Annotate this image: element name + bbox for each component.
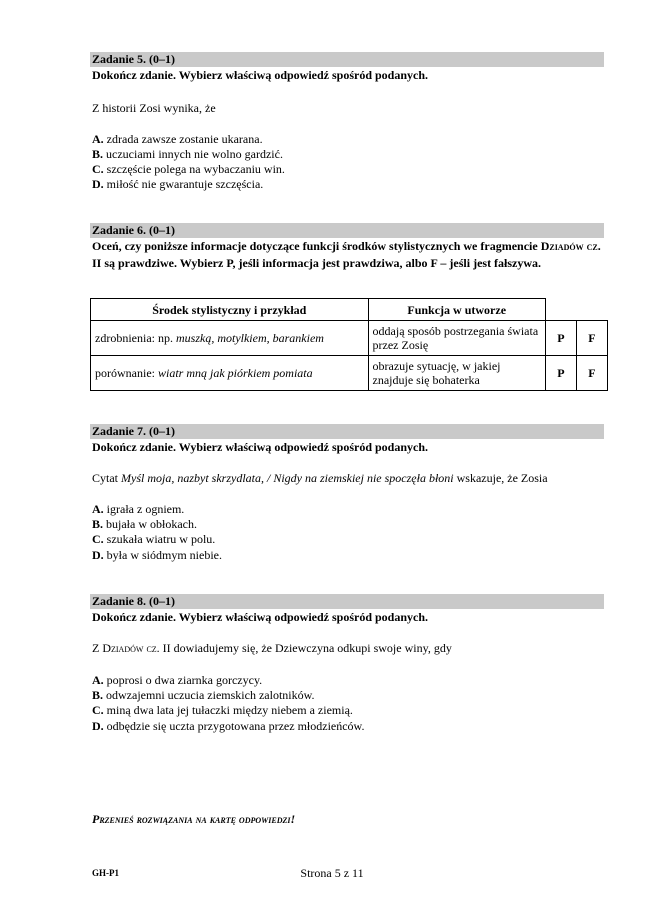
task8-instruction: Dokończ zdanie. Wybierz właściwą odpowiedź spośród podanych.: [92, 610, 429, 624]
task8-header: Zadanie 8. (0–1): [90, 594, 604, 609]
exam-code: GH-P1: [92, 868, 119, 878]
task5-option-c: C. szczęście polega na wybaczaniu win.: [92, 162, 285, 176]
table-cell-device: zdrobnienia: np. muszką, motylkiem, barankiem: [91, 321, 369, 356]
table-header-device: Środek stylistyczny i przykład: [91, 299, 369, 321]
table-row: [91, 356, 608, 391]
task8-option-a: A. poprosi o dwa ziarnka gorczycy.: [92, 673, 263, 687]
task5-question: Z historii Zosi wynika, że: [92, 101, 216, 115]
table-row: [91, 321, 608, 356]
task7-instruction: Dokończ zdanie. Wybierz właściwą odpowiedź spośród podanych.: [92, 440, 429, 454]
task8-question: Z Dziadów cz. II dowiadujemy się, że Dziewczyna odkupi swoje winy, gdy: [92, 641, 452, 655]
task7-option-d: D. była w siódmym niebie.: [92, 548, 222, 562]
task7-option-b: B. bujała w obłokach.: [92, 517, 197, 531]
table-cell-function: oddają sposób postrzegania świata przez Zosię: [368, 321, 545, 356]
task8-option-c: C. miną dwa lata jej tułaczki między niebem a ziemią.: [92, 703, 353, 717]
task5-option-b: B. uczuciami innych nie wolno gardzić.: [92, 147, 283, 161]
table-cell-function: obrazuje sytuację, w jakiej znajduje się bohaterka: [368, 356, 545, 391]
task7-header: Zadanie 7. (0–1): [90, 424, 604, 439]
task8-option-b: B. odwzajemni uczucia ziemskich zalotników.: [92, 688, 315, 702]
task6-instruction: Oceń, czy poniższe informacje dotyczące funkcji środków stylistycznych we fragmencie Dziadów cz. II są prawdziwe. Wybierz P, jeśli informacja jest prawdziwa, albo F – jeśli jest fałszywa.: [92, 239, 601, 270]
transfer-note: Przenieś rozwiązania na kartę odpowiedzi!: [92, 812, 296, 826]
task6-header: Zadanie 6. (0–1): [90, 223, 604, 238]
table-cell-device: porównanie: wiatr mną jak piórkiem pomiata: [91, 356, 369, 391]
answer-f-option[interactable]: F: [576, 321, 607, 356]
task5-option-d: D. miłość nie gwarantuje szczęścia.: [92, 177, 264, 191]
task8-option-d: D. odbędzie się uczta przygotowana przez młodzieńców.: [92, 719, 365, 733]
page-number: Strona 5 z 11: [300, 866, 364, 880]
task7-option-a: A. igrała z ogniem.: [92, 502, 185, 516]
answer-f-option[interactable]: F: [576, 356, 607, 391]
task5-instruction: Dokończ zdanie. Wybierz właściwą odpowiedź spośród podanych.: [92, 68, 429, 82]
stylistic-devices-table: [90, 298, 608, 391]
table-header-function: Funkcja w utworze: [368, 299, 545, 321]
task7-question: Cytat Myśl moja, nazbyt skrzydlata, / Nigdy na ziemskiej nie spoczęła błoni wskazuje, że Zosia: [92, 471, 548, 485]
answer-p-option[interactable]: P: [545, 321, 576, 356]
answer-p-option[interactable]: P: [545, 356, 576, 391]
task5-option-a: A. zdrada zawsze zostanie ukarana.: [92, 132, 263, 146]
task7-option-c: C. szukała wiatru w polu.: [92, 532, 216, 546]
task5-header: Zadanie 5. (0–1): [90, 52, 604, 67]
